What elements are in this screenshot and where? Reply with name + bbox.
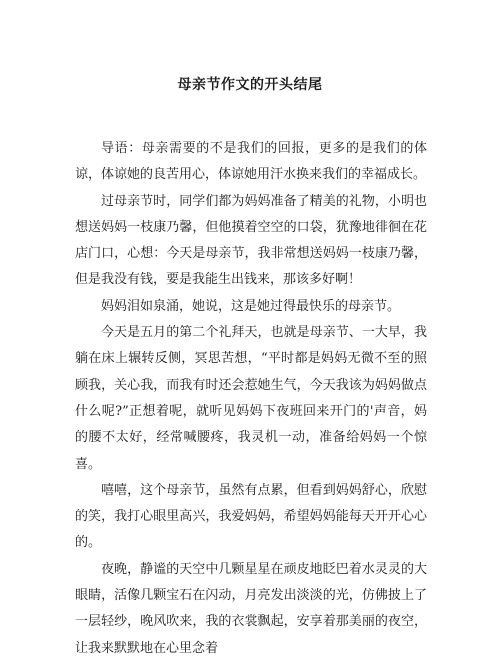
paragraph: 过母亲节时，同学们都为妈妈准备了精美的礼物，小明也想送妈妈一枝康乃馨，但他摸着空空的口袋，犹豫地徘徊在花店门口，心想：今天是母亲节，我非常想送妈妈一枝康乃馨，但是我没有钱，要是我能生出钱来，那该多好啊！ [75, 193, 427, 288]
document-body [75, 136, 427, 662]
paragraph: 妈妈泪如泉涌，她说，这是她过得最快乐的母亲节。 [101, 298, 401, 314]
paragraph: 夜晚，静谧的天空中几颗星星在顽皮地眨巴着水灵灵的大眼睛，活像几颗宝石在闪动，月亮发出淡淡的光，仿佛披上了一层轻纱，晚风吹来，我的衣裳飘起，安享着那美丽的夜空，让我来默默地在心里念着 [75, 561, 427, 656]
document-title: 母亲节作文的开头结尾 [177, 77, 323, 93]
paragraph-intro: 导语：母亲需要的不是我们的回报，更多的是我们的体谅，体谅她的良苦用心，体谅她用汗水换来我们的幸福成长。 [75, 141, 427, 183]
paragraph: 嘻嘻，这个母亲节，虽然有点累，但看到妈妈舒心，欣慰的笑，我打心眼里高兴，我爱妈妈，希望妈妈能每天开开心心的。 [75, 482, 427, 551]
paragraph: 今天是五月的第二个礼拜天，也就是母亲节、一大早，我躺在床上辗转反侧，冥思苦想，“平时都是妈妈无微不至的照顾我，关心我，而我有时还会惹她生气，今天我该为妈妈做点什么呢?”正想着呢，就听见妈妈下夜班回来开门的'声音，妈的腰不太好，经常喊腰疼，我灵机一动，准备给妈妈一个惊喜。 [75, 325, 427, 472]
